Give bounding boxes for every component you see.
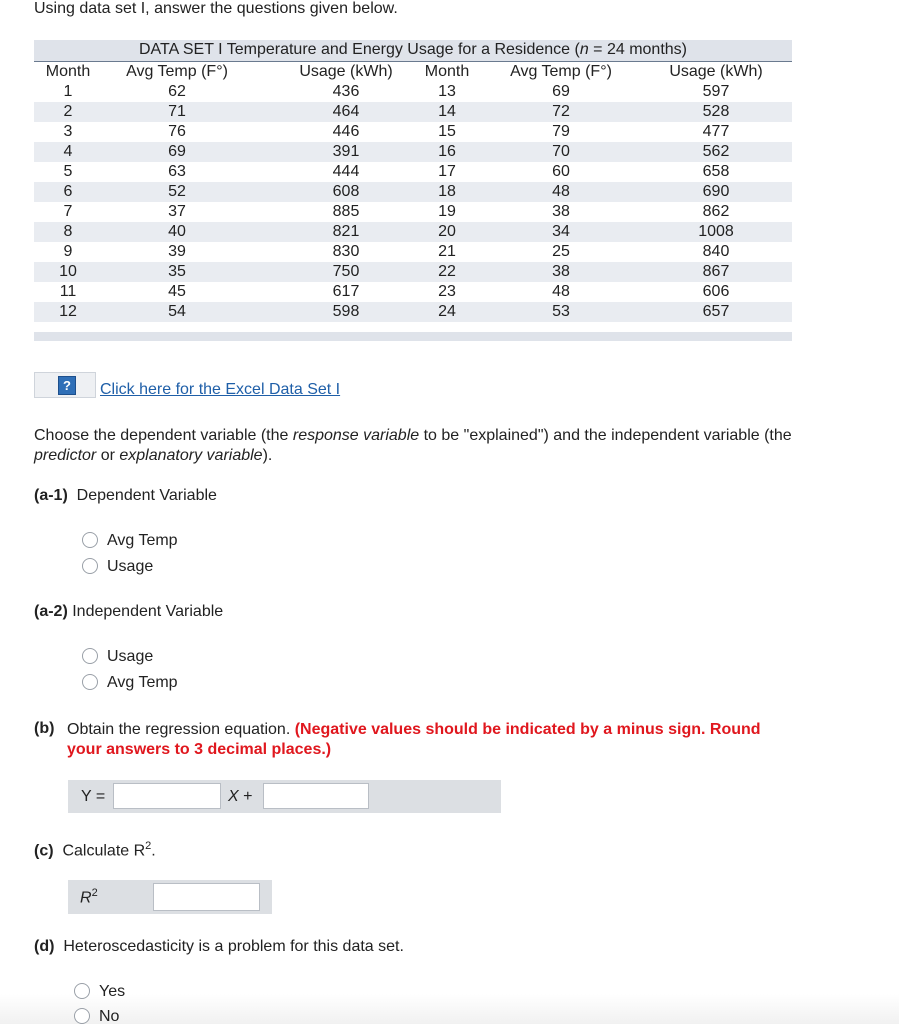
table-cell: 617 [332, 283, 360, 300]
table-cell: 71 [168, 103, 186, 120]
radio-button[interactable] [82, 558, 98, 574]
slope-input[interactable] [263, 783, 369, 809]
table-cell: 528 [702, 103, 730, 120]
table-row [34, 182, 792, 202]
question-c-heading: (c) Calculate $R^2$. [34, 840, 156, 860]
table-row [34, 82, 792, 102]
x-label: X + [228, 788, 253, 805]
table-cell: 16 [438, 143, 456, 160]
radio-button[interactable] [74, 983, 90, 999]
table-cell: 34 [552, 223, 570, 240]
table-cell: 830 [332, 243, 360, 260]
column-header: Avg Temp (F°) [126, 63, 228, 80]
footer-gradient [0, 994, 899, 1024]
table-cell: 658 [702, 163, 730, 180]
table-cell: 750 [332, 263, 360, 280]
question-d-heading: (d) Heteroscedasticity is a problem for this data set. [34, 938, 404, 955]
table-cell: 22 [438, 263, 456, 280]
table-cell: 11 [59, 283, 77, 300]
table-cell: 69 [168, 143, 186, 160]
column-header: Avg Temp (F°) [510, 63, 612, 80]
table-row [34, 262, 792, 282]
table-row [34, 202, 792, 222]
table-cell: 18 [438, 183, 456, 200]
table-cell: 69 [552, 83, 570, 100]
table-row [34, 282, 792, 302]
table-cell: 3 [63, 123, 73, 140]
table-cell: 13 [438, 83, 456, 100]
table-cell: 477 [702, 123, 730, 140]
table-cell: 45 [168, 283, 186, 300]
intercept-input[interactable] [113, 783, 221, 809]
table-row [34, 142, 792, 162]
table-cell: 1 [63, 83, 73, 100]
table-cell: 63 [168, 163, 186, 180]
table-cell: 79 [552, 123, 570, 140]
table-cell: 19 [438, 203, 456, 220]
table-cell: 657 [702, 303, 730, 320]
table-cell: 7 [63, 203, 73, 220]
table-cell: 48 [552, 183, 570, 200]
table-cell: 597 [702, 83, 730, 100]
table-cell: 840 [702, 243, 730, 260]
table-row [34, 162, 792, 182]
excel-data-link[interactable]: Click here for the Excel Data Set I [100, 381, 341, 398]
instructions-text: Choose the dependent variable (the response variable to be "explained") and the independent variable (the predictor or explanatory variable). [34, 427, 792, 464]
table-cell: 52 [168, 183, 186, 200]
table-cell: 5 [63, 163, 73, 180]
table-cell: 14 [438, 103, 456, 120]
table-cell: 24 [438, 303, 456, 320]
table-cell: 37 [168, 203, 186, 220]
table-cell: 25 [552, 243, 570, 260]
table-cell: 17 [438, 163, 456, 180]
table-cell: 21 [438, 243, 456, 260]
help-icon[interactable]: ? [58, 376, 76, 395]
table-cell: 72 [552, 103, 570, 120]
radio-button[interactable] [82, 648, 98, 664]
table-cell: 391 [332, 143, 360, 160]
table-cell: 54 [168, 303, 186, 320]
table-row [34, 222, 792, 242]
table-cell: 821 [332, 223, 360, 240]
table-cell: 9 [63, 243, 73, 260]
table-cell: 862 [702, 203, 730, 220]
table-row [34, 102, 792, 122]
table-cell: 12 [59, 303, 77, 320]
column-header: Usage (kWh) [669, 63, 763, 80]
column-header: Usage (kWh) [299, 63, 393, 80]
table-cell: 62 [168, 83, 186, 100]
table-cell: 606 [702, 283, 730, 300]
table-cell: 15 [438, 123, 456, 140]
table-caption: DATA SET I Temperature and Energy Usage for a Residence (n = 24 months) [139, 41, 687, 58]
table-cell: 4 [63, 143, 73, 160]
r-squared-input[interactable] [153, 883, 260, 911]
table-cell: 35 [168, 263, 186, 280]
table-cell: 8 [63, 223, 73, 240]
question-a2-heading: (a-2) Independent Variable [34, 603, 224, 620]
table-cell: 6 [63, 183, 73, 200]
column-header: Month [45, 63, 91, 80]
radio-button[interactable] [82, 532, 98, 548]
question-a1-heading: (a-1) Dependent Variable [34, 487, 217, 504]
table-cell: 464 [332, 103, 360, 120]
intro-text: Using data set I, answer the questions given below. [34, 0, 398, 17]
question-b-tag: (b) [34, 720, 55, 737]
table-cell: 436 [332, 83, 360, 100]
table-cell: 70 [552, 143, 570, 160]
table-cell: 60 [552, 163, 570, 180]
table-cell: 39 [168, 243, 186, 260]
regression-equation-box [68, 780, 501, 813]
table-cell: 38 [552, 203, 570, 220]
question-b-text: Obtain the regression equation. (Negative values should be indicated by a minus sign. Round your answers to 3 decimal places.) [67, 721, 761, 758]
table-cell: 23 [438, 283, 456, 300]
table-row [34, 302, 792, 322]
table-cell: 40 [168, 223, 186, 240]
y-label: Y = [81, 788, 106, 805]
table-cell: 76 [168, 123, 186, 140]
table-cell: 562 [702, 143, 730, 160]
table-cell: 608 [332, 183, 360, 200]
table-cell: 48 [552, 283, 570, 300]
table-cell: 446 [332, 123, 360, 140]
table-row [34, 242, 792, 262]
table-cell: 885 [332, 203, 360, 220]
table-cell: 1008 [698, 223, 734, 240]
r-squared-box [68, 880, 272, 914]
radio-button[interactable] [82, 674, 98, 690]
table-cell: 38 [552, 263, 570, 280]
radio-button[interactable] [74, 1008, 90, 1024]
table-header-row [34, 62, 792, 82]
table-row [34, 122, 792, 142]
table-cell: 20 [438, 223, 456, 240]
table-cell: 53 [552, 303, 570, 320]
table-cell: 10 [59, 263, 77, 280]
column-header: Month [424, 63, 470, 80]
table-cell: 690 [702, 183, 730, 200]
r-squared-label: $R^2$ [80, 887, 98, 907]
table-cell: 444 [332, 163, 360, 180]
table-cell: 2 [63, 103, 73, 120]
help-button[interactable] [34, 372, 96, 398]
table-cell: 867 [702, 263, 730, 280]
table-cell: 598 [332, 303, 360, 320]
